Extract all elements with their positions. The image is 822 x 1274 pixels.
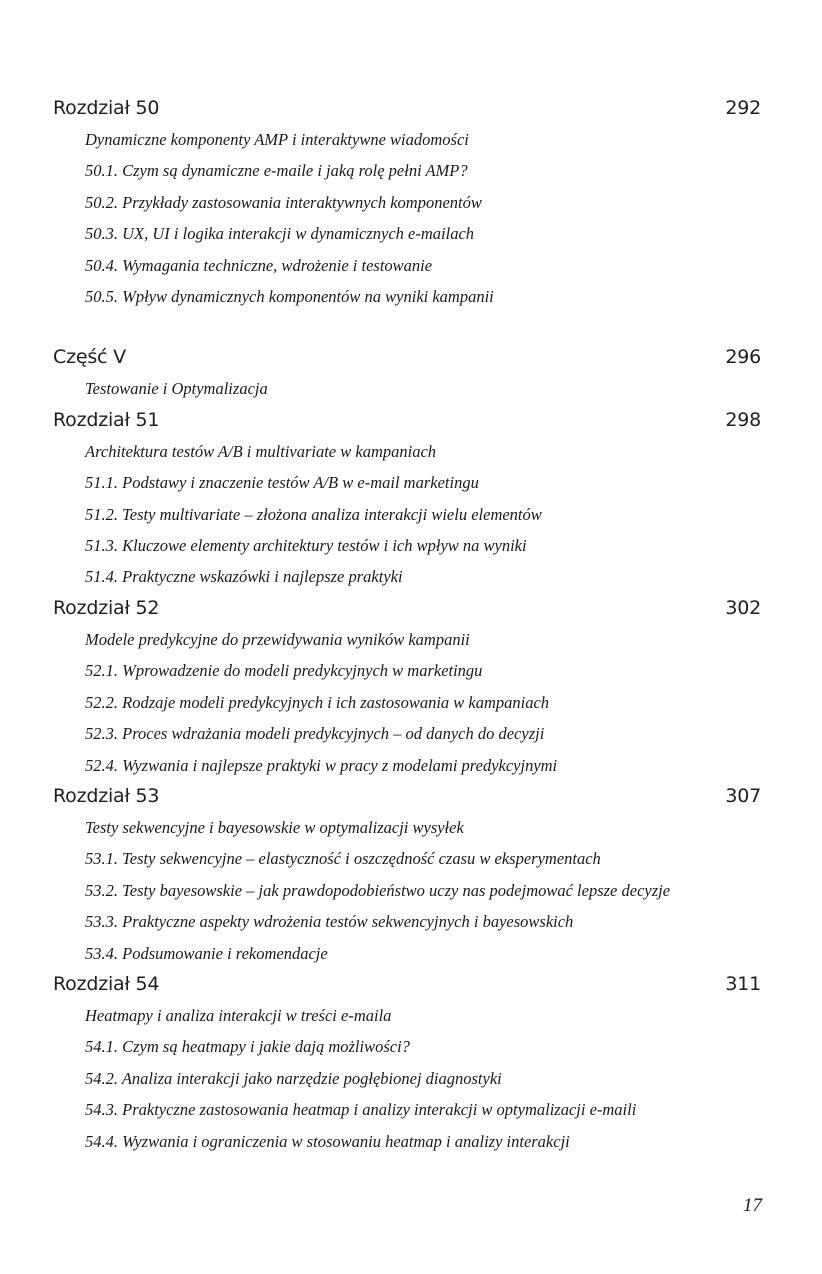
toc-subitem: 52.1. Wprowadzenie do modeli predykcyjnych w marketingu: [85, 661, 483, 681]
toc-subitem: 51.4. Praktyczne wskazówki i najlepsze praktyki: [85, 567, 403, 587]
heading-label: Część V: [53, 346, 126, 369]
toc-subitem: 53.2. Testy bayesowskie – jak prawdopodobieństwo uczy nas podejmować lepsze decyzje: [85, 880, 671, 900]
heading-page-number: 302: [725, 596, 761, 619]
part-title: Testowanie i Optymalizacja: [85, 379, 268, 399]
section-spacer: [53, 312, 761, 342]
heading-page-number: 311: [725, 972, 761, 995]
chapter-title: Architektura testów A/B i multivariate w kampaniach: [85, 441, 437, 461]
toc-subitem: 53.4. Podsumowanie i rekomendacje: [85, 943, 328, 963]
toc-subitem: 54.2. Analiza interakcji jako narzędzie pogłębionej diagnostyki: [85, 1068, 502, 1088]
heading-label: Rozdział 53: [53, 784, 160, 807]
toc-subitem: 51.2. Testy multivariate – złożona analiza interakcji wielu elementów: [85, 504, 542, 524]
toc-heading-part-v: [53, 342, 761, 373]
toc-subitem: 53.1. Testy sekwencyjne – elastyczność i oszczędność czasu w eksperymentach: [85, 849, 601, 869]
toc-subitem: 50.1. Czym są dynamiczne e-maile i jaką rolę pełni AMP?: [85, 161, 468, 181]
toc-subitem: 51.1. Podstawy i znaczenie testów A/B w e-mail marketingu: [85, 473, 479, 493]
table-of-contents: [53, 93, 761, 1157]
heading-page-number: 298: [725, 408, 761, 431]
heading-label: Rozdział 54: [53, 972, 160, 995]
heading-page-number: 296: [725, 346, 761, 369]
heading-page-number: 307: [725, 784, 761, 807]
toc-heading-chapter-54: [53, 969, 761, 1000]
toc-subitem: 51.3. Kluczowe elementy architektury testów i ich wpływ na wyniki: [85, 536, 527, 556]
heading-label: Rozdział 50: [53, 97, 160, 119]
toc-subitem: 50.2. Przykłady zastosowania interaktywnych komponentów: [85, 192, 482, 212]
toc-subitem: 52.3. Proces wdrażania modeli predykcyjnych – od danych do decyzji: [85, 724, 545, 744]
chapter-title: Dynamiczne komponenty AMP i interaktywne wiadomości: [85, 130, 469, 149]
toc-subitem: 54.3. Praktyczne zastosowania heatmap i analizy interakcji w optymalizacji e-maili: [85, 1100, 637, 1120]
toc-heading-chapter-51: [53, 405, 761, 436]
toc-subitem: 50.3. UX, UI i logika interakcji w dynamicznych e-mailach: [85, 224, 475, 244]
toc-heading-chapter-50: [53, 93, 761, 124]
heading-label: Rozdział 51: [53, 408, 160, 431]
toc-subitem: 50.5. Wpływ dynamicznych komponentów na wyniki kampanii: [85, 287, 494, 307]
chapter-title: Heatmapy i analiza interakcji w treści e-maila: [85, 1005, 392, 1025]
toc-subitem: 50.4. Wymagania techniczne, wdrożenie i testowanie: [85, 255, 433, 275]
toc-subitem: 54.1. Czym są heatmapy i jakie dają możliwości?: [85, 1037, 410, 1057]
toc-subitem: 52.4. Wyzwania i najlepsze praktyki w pracy z modelami predykcyjnymi: [85, 755, 558, 775]
heading-page-number: 292: [725, 97, 761, 119]
toc-heading-chapter-52: [53, 593, 761, 624]
toc-subitem: 54.4. Wyzwania i ograniczenia w stosowaniu heatmap i analizy interakcji: [85, 1131, 570, 1151]
toc-heading-chapter-53: [53, 781, 761, 812]
toc-subitem: 53.3. Praktyczne aspekty wdrożenia testów sekwencyjnych i bayesowskich: [85, 912, 574, 932]
page-number-folio: 17: [743, 1195, 762, 1216]
toc-subitem: 52.2. Rodzaje modeli predykcyjnych i ich zastosowania w kampaniach: [85, 692, 550, 712]
chapter-title: Modele predykcyjne do przewidywania wyników kampanii: [85, 629, 470, 649]
chapter-title: Testy sekwencyjne i bayesowskie w optymalizacji wysyłek: [85, 817, 464, 837]
heading-label: Rozdział 52: [53, 596, 160, 619]
